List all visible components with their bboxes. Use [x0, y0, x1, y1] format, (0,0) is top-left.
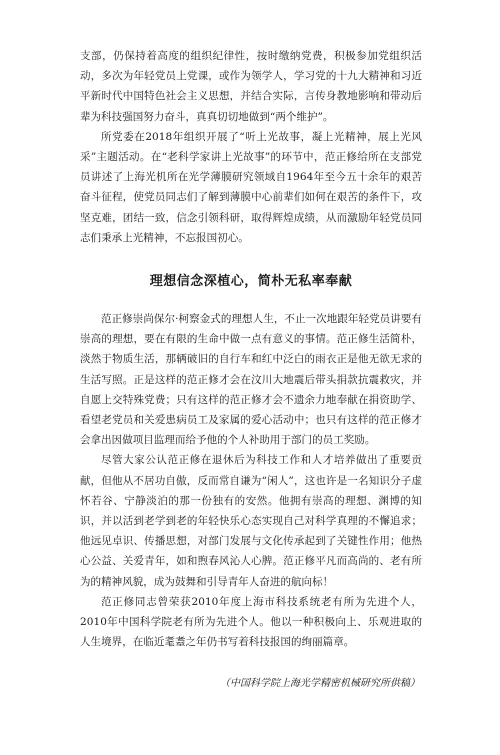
- source-credit: （中国科学院上海光学精密机械研究所供稿）: [220, 678, 420, 690]
- section-heading: 理想信念深植心，简朴无私率奉献: [149, 274, 353, 290]
- paragraph-continuation: 支部，仍保持着高度的组织纪律性，按时缴纳党费，积极参加党组织活动，多次为年轻党员上党课，或作为领学人，学习党的十九大精神和习近平新时代中国特色社会主义思想，并结合实际，言传身教地影响和带动后辈为科技强国努力奋斗，真真切切地做到“两个维护”。: [80, 50, 422, 123]
- paragraph-ideals: 范正修崇尚保尔·柯察金式的理想人生，不止一次地跟年轻党员讲要有崇高的理想，要在有限的生命中做一点有意义的事情。范正修生活简朴，淡然于物质生活，那辆破旧的自行车和红中泛白的雨衣正是他无欲无求的生活写照。正是这样的范正修才会在汶川大地震后带头捐款抗震救灾，并自愿上交特殊党费；只有这样的范正修才会不遗余力地奉献在捐资助学、看望老党员和关爱患病员工及家属的爱心活动中；也只有这样的范正修才会拿出因做项目监理而给予他的个人补助用于部门的员工奖励。: [80, 313, 422, 447]
- paragraph-contribution: 尽管大家公认范正修在退休后为科技工作和人才培养做出了重要贡献，但他从不居功自傲，反而常自谦为“闲人”，这也许是一名知识分子虚怀若谷、宁静淡泊的那一份独有的安然。他拥有崇高的理想、渊博的知识，并以活到老学到老的年轻快乐心态实现自己对科学真理的不懈追求；他远见卓识、传播思想，对部门发展与文化传承起到了关键性作用；他热心公益、关爱青年，如和煦春风沁人心脾。范正修平凡而高尚的、老有所为的精神风貌，成为鼓舞和引导青年人奋进的航向标！: [80, 454, 422, 588]
- paragraph-honors: 范正修同志曾荣获2010年度上海市科技系统老有所为先进个人，2010年中国科学院老有所为先进个人。他以一种积极向上、乐观进取的人生境界，在临近耄耋之年仍书写着科技报国的绚丽篇章。: [80, 595, 422, 649]
- paragraph-theme-activity: 所党委在2018年组织开展了“听上光故事，凝上光精神，展上光风采”主题活动。在“老科学家讲上光故事”的环节中，范正修给所在支部党员讲述了上海光机所在光学薄膜研究领域自1964年至今五十余年的艰苦奋斗征程，使党员同志们了解到薄膜中心前辈们如何在艰苦的条件下，攻坚克难，团结一致，信念引领科研，取得辉煌成绩，从而激励年轻党员同志们秉承上光精神，不忘报国初心。: [80, 130, 422, 244]
